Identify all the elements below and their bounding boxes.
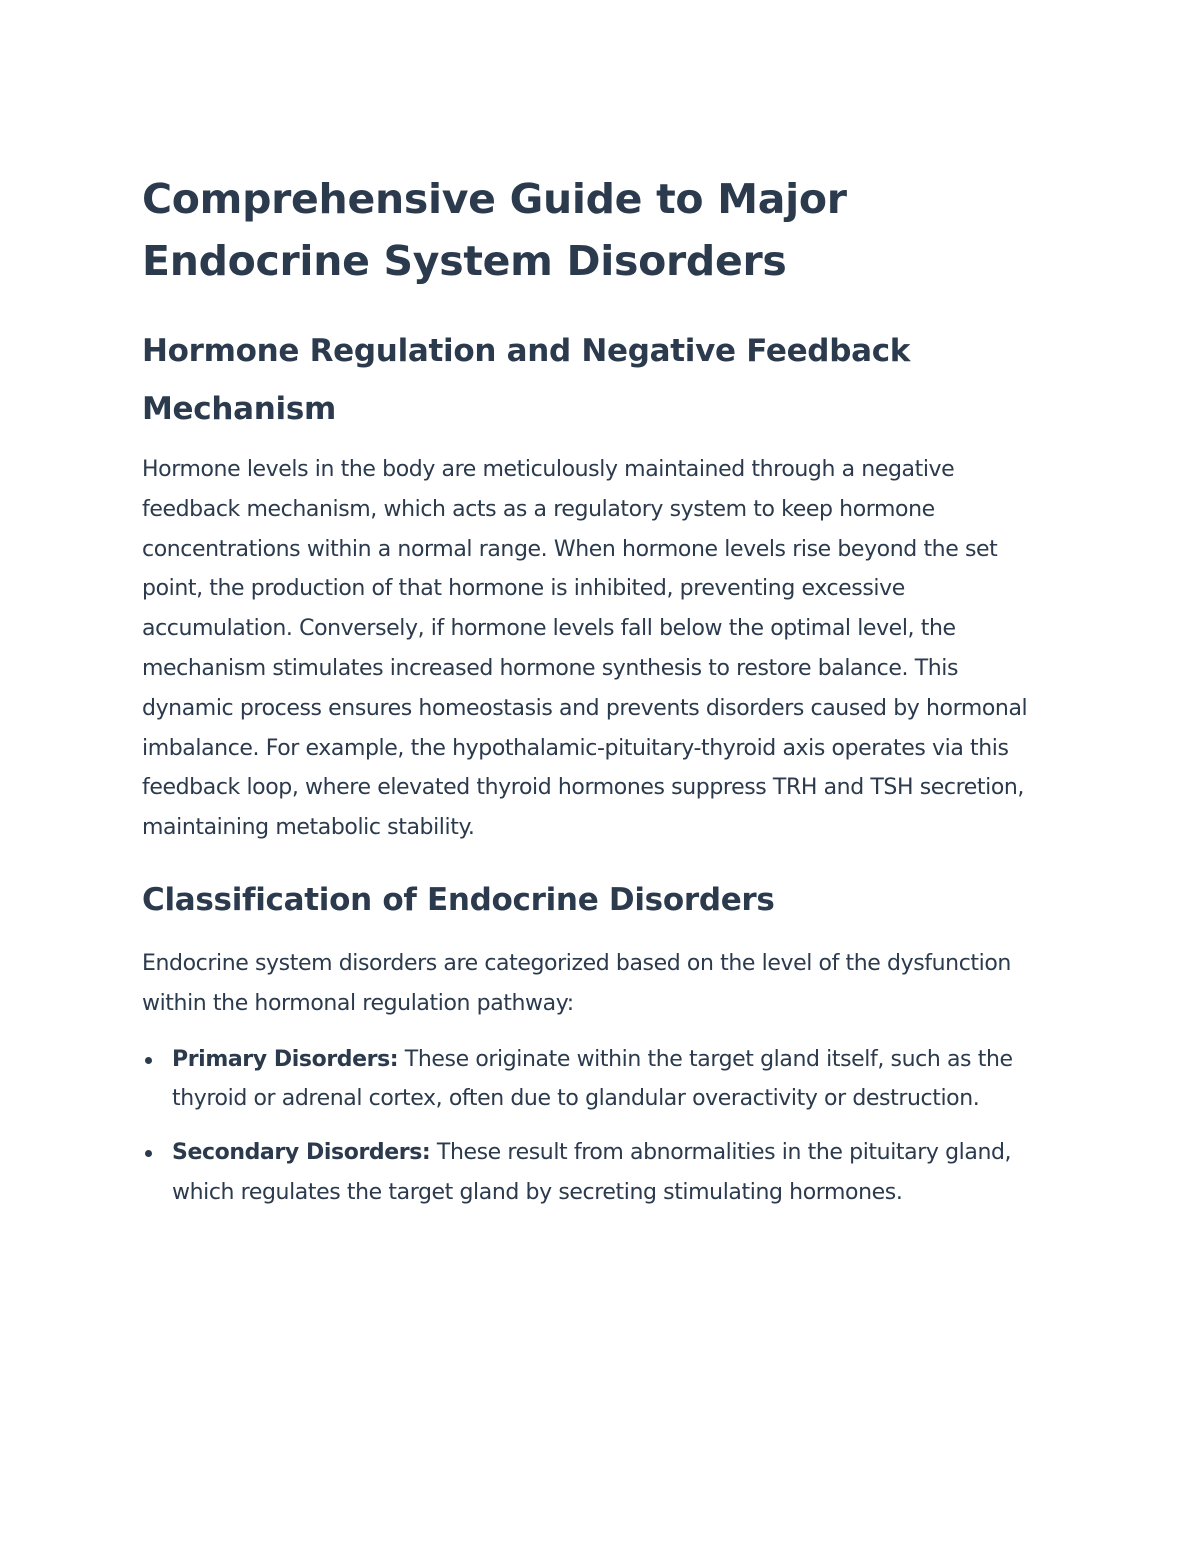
section-intro-classification: Endocrine system disorders are categorized based on the level of the dysfunction within the hormonal regulation pathway:	[142, 950, 1011, 1016]
section-paragraph-feedback: Hormone levels in the body are meticulously maintained through a negative feedback mechanism, which acts as a regulatory system to keep hormone concentrations within a normal range. When hormone levels rise beyond the set point, the production of that hormone is inhibited, preventing excessive accumulation. Conversely, if hormone levels fall below the optimal level, the mechanism stimulates increased hormone synthesis to restore balance. This dynamic process ensures homeostasis and prevents disorders caused by hormonal imbalance. For example, the hypothalamic-pituitary-thyroid axis operates via this feedback loop, where elevated thyroid hormones suppress TRH and TSH secretion, maintaining metabolic stability.	[142, 457, 1028, 841]
bullet-term: Primary Disorders:	[172, 1046, 399, 1072]
section-heading-classification: Classification of Endocrine Disorders	[142, 881, 775, 918]
bullet-text: These originate within the target gland itself, such as the thyroid or adrenal cortex, often due to glandular overactivity or destruction.	[172, 1046, 1013, 1112]
section-heading-feedback: Hormone Regulation and Negative Feedback Mechanism	[142, 333, 911, 427]
document-title-line1: Comprehensive Guide to Major	[142, 175, 847, 223]
classification-bullet-list	[142, 1040, 1052, 1213]
bullet-dot-icon	[145, 1150, 152, 1157]
bullet-text: These result from abnormalities in the pituitary gland, which regulates the target gland by secreting stimulating hormones.	[172, 1140, 1012, 1205]
bullet-term: Secondary Disorders:	[172, 1140, 431, 1166]
list-item	[142, 1133, 1052, 1213]
document-page	[142, 168, 1052, 1227]
list-item	[142, 1040, 1052, 1120]
document-title	[142, 168, 1052, 292]
bullet-dot-icon	[145, 1057, 152, 1064]
document-title-line2: Endocrine System Disorders	[142, 237, 787, 285]
